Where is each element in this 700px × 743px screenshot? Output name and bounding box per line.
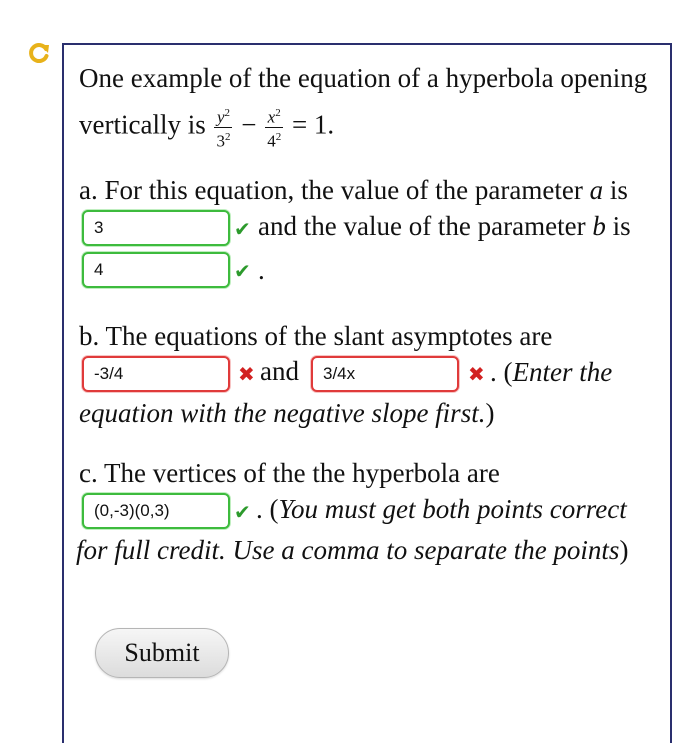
- correct-check-icon: ✔: [234, 500, 251, 524]
- intro-prefix: vertically is: [79, 109, 206, 140]
- param-a-input[interactable]: 3: [82, 210, 230, 246]
- part-c-line-1: c. The vertices of the the hyperbola are: [79, 458, 500, 488]
- intro-line-1: One example of the equation of a hyperbola opening: [79, 63, 648, 93]
- part-c-hint-2: for full credit. Use a comma to separate the points): [76, 535, 629, 565]
- minus-sign: −: [241, 109, 257, 140]
- correct-check-icon: ✔: [234, 217, 251, 241]
- frac2-den: 4: [267, 131, 276, 151]
- frac2-num: x: [267, 107, 276, 127]
- frac1-num: y: [216, 107, 225, 127]
- asymptote-2-input[interactable]: 3/4x: [311, 356, 459, 392]
- part-b-line-1: b. The equations of the slant asymptotes are: [79, 321, 553, 351]
- param-a: a: [589, 175, 604, 205]
- param-b: b: [592, 211, 606, 241]
- part-b-hint-1: . (Enter the: [490, 357, 613, 387]
- incorrect-cross-icon: ✖: [468, 362, 485, 386]
- refresh-icon[interactable]: [28, 42, 50, 64]
- part-a-end: .: [258, 255, 265, 285]
- part-a-line-2: and the value of the parameter b is: [258, 211, 631, 241]
- part-c-hint-1: . (You must get both points correct: [256, 494, 627, 524]
- part-a-line-1: a. For this equation, the value of the parameter a is: [79, 175, 628, 205]
- fraction-y-over-3: $\frac{y^2}{3^2}$: [214, 104, 232, 150]
- param-b-input[interactable]: 4: [82, 252, 230, 288]
- asymptote-1-input[interactable]: -3/4: [82, 356, 230, 392]
- frac1-den: 3: [216, 131, 225, 151]
- and-label: and: [260, 356, 299, 386]
- vertices-input[interactable]: (0,-3)(0,3): [82, 493, 230, 529]
- intro-line-2: [79, 104, 334, 150]
- equals-one: = 1.: [291, 109, 335, 140]
- incorrect-cross-icon: ✖: [238, 362, 255, 386]
- correct-check-icon: ✔: [234, 259, 251, 283]
- fraction-x-over-4: $\frac{x^2}{4^2}$: [265, 104, 283, 150]
- submit-button[interactable]: Submit: [95, 628, 229, 678]
- part-b-hint-2: equation with the negative slope first.): [79, 398, 495, 428]
